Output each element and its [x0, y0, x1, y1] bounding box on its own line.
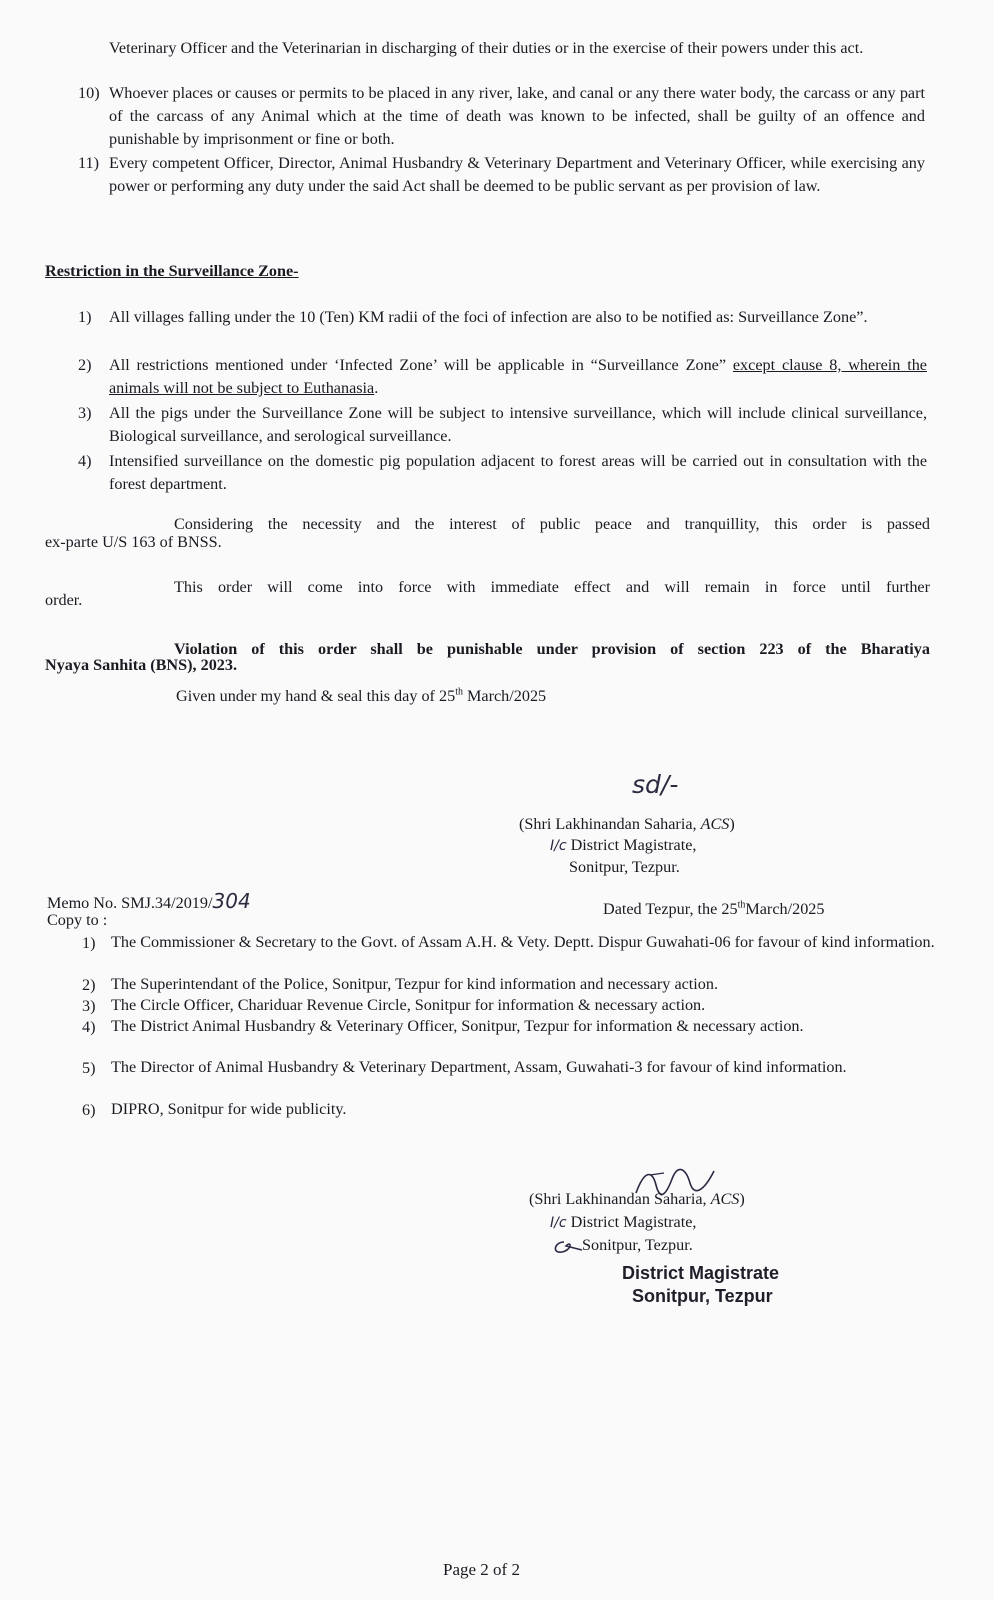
memo-label: Memo No. SMJ.34/2019/ [47, 894, 213, 912]
signatory-title-1: ACS [700, 815, 730, 833]
given-under-hand [176, 685, 546, 708]
dated-end: March/2025 [745, 900, 825, 918]
ic-handwritten-1: I/c [550, 838, 567, 854]
given-sup: th [455, 686, 463, 698]
copy-item-3-text: The Circle Officer, Chariduar Revenue Circle, Sonitpur for information & necessary action. [111, 996, 706, 1014]
surveillance-item-4-text: Intensified surveillance on the domestic pig population adjacent to forest areas will be carried out in consultation with the forest department. [109, 452, 927, 493]
signatory-designation-1 [550, 834, 696, 858]
considering-line-2: ex-parte U/S 163 of BNSS. [45, 533, 222, 551]
surveillance-item-1-number: 1) [78, 308, 92, 326]
dated-text: Dated Tezpur, the 25 [603, 900, 738, 918]
clause-10-text: Whoever places or causes or permits to be placed in any river, lake, and canal or any there water body, the carcass or any part of the carcass of any Animal which at the time of death was known to be infected, shall be guilty of an offence and punishable by imprisonment or fine or both. [109, 84, 925, 148]
copy-item-4-text: The District Animal Husbandry & Veterinary Officer, Sonitpur, Tezpur for information & necessary action. [111, 1017, 804, 1035]
copy-item-6-number: 6) [82, 1101, 96, 1119]
signatory-title-2: ACS [710, 1190, 740, 1208]
violation-line-2: Nyaya Sanhita (BNS), 2023. [45, 656, 238, 674]
signatory-name-1-text: (Shri Lakhinandan Saharia, [519, 815, 701, 833]
official-seal-stamp [622, 1262, 779, 1308]
surveillance-item-2-number: 2) [78, 356, 92, 374]
copy-item-2-number: 2) [82, 976, 96, 994]
designation-2-text: District Magistrate, [570, 1213, 697, 1231]
stamp-line-2: Sonitpur, Tezpur [632, 1286, 773, 1306]
signatory-name-2-text: (Shri Lakhinandan Saharia, [529, 1190, 711, 1208]
clause-9-continuation: Veterinary Officer and the Veterinarian in discharging of their duties or in the exercise of their powers under this act. [109, 39, 864, 57]
violation-line-1: Violation of this order shall be punishable under provision of section 223 of the Bharatiya [174, 640, 930, 658]
considering-line-1: Considering the necessity and the interest of public peace and tranquillity, this order is passed [174, 515, 930, 533]
copy-item-5-number: 5) [82, 1059, 96, 1077]
surveillance-item-2-underlined: except clause 8, wherein the animals will not be subject to Euthanasia [109, 356, 927, 397]
surveillance-item-2-end: . [374, 379, 379, 397]
memo-handwritten-number: 304 [212, 889, 251, 913]
copy-item-5-text: The Director of Animal Husbandry & Veterinary Department, Assam, Guwahati-3 for favour of kind information. [111, 1058, 847, 1076]
dated-sup: th [737, 899, 746, 911]
signatory-close-2: ) [739, 1190, 745, 1208]
clause-10-number: 10) [78, 84, 100, 102]
signatory-designation-2 [550, 1211, 696, 1235]
signatory-close-1: ) [729, 815, 735, 833]
ic-handwritten-2: I/c [550, 1215, 567, 1231]
clause-11-number: 11) [78, 154, 99, 172]
copy-item-1-text: The Commissioner & Secretary to the Govt. of Assam A.H. & Vety. Deptt. Dispur Guwahati-06 for favour of kind information. [111, 933, 935, 951]
given-text-end: March/2025 [462, 687, 547, 705]
copy-item-4-number: 4) [82, 1018, 96, 1036]
page-number: Page 2 of 2 [443, 1560, 520, 1579]
clause-11-text: Every competent Officer, Director, Animal Husbandry & Veterinary Department and Veterinary Officer, while exercising any power or performing any duty under the said Act shall be deemed to be public servant as per provision of law. [109, 154, 925, 195]
signatory-place-1: Sonitpur, Tezpur. [569, 858, 680, 876]
surveillance-item-2-text [109, 354, 927, 400]
surveillance-heading: Restriction in the Surveillance Zone- [45, 262, 299, 280]
signatory-name-2 [529, 1188, 745, 1211]
copy-item-2-text: The Superintendant of the Police, Sonitpur, Tezpur for kind information and necessary action. [111, 975, 719, 993]
given-text: Given under my hand & seal this day of 25 [176, 687, 456, 705]
force-line-1: This order will come into force with immediate effect and will remain in force until further [174, 578, 930, 596]
copy-item-3-number: 3) [82, 997, 96, 1015]
copy-item-1-number: 1) [82, 934, 96, 952]
signatory-place-2: Sonitpur, Tezpur. [582, 1236, 693, 1254]
handwritten-sd: sd/- [632, 770, 679, 799]
surveillance-item-3-number: 3) [78, 404, 92, 422]
copy-item-6-text: DIPRO, Sonitpur for wide publicity. [111, 1100, 347, 1118]
surveillance-item-2-part-a: All restrictions mentioned under ‘Infected Zone’ will be applicable in “Surveillance Zone” [109, 356, 727, 374]
signatory-name-1 [519, 813, 735, 836]
stamp-line-1: District Magistrate [622, 1263, 780, 1283]
designation-1-text: District Magistrate, [570, 836, 697, 854]
copy-to-label: Copy to : [47, 911, 108, 929]
force-line-2: order. [45, 591, 83, 609]
memo-dated [603, 898, 824, 921]
handwritten-initial-mark [550, 1236, 584, 1258]
surveillance-item-1-text: All villages falling under the 10 (Ten) KM radii of the foci of infection are also to be notified as: Surveillance Zone”. [109, 308, 868, 326]
surveillance-item-3-text: All the pigs under the Surveillance Zone will be subject to intensive surveillance, which will include clinical surveillance, Biological surveillance, and serological surveillance. [109, 404, 927, 445]
surveillance-item-4-number: 4) [78, 452, 92, 470]
